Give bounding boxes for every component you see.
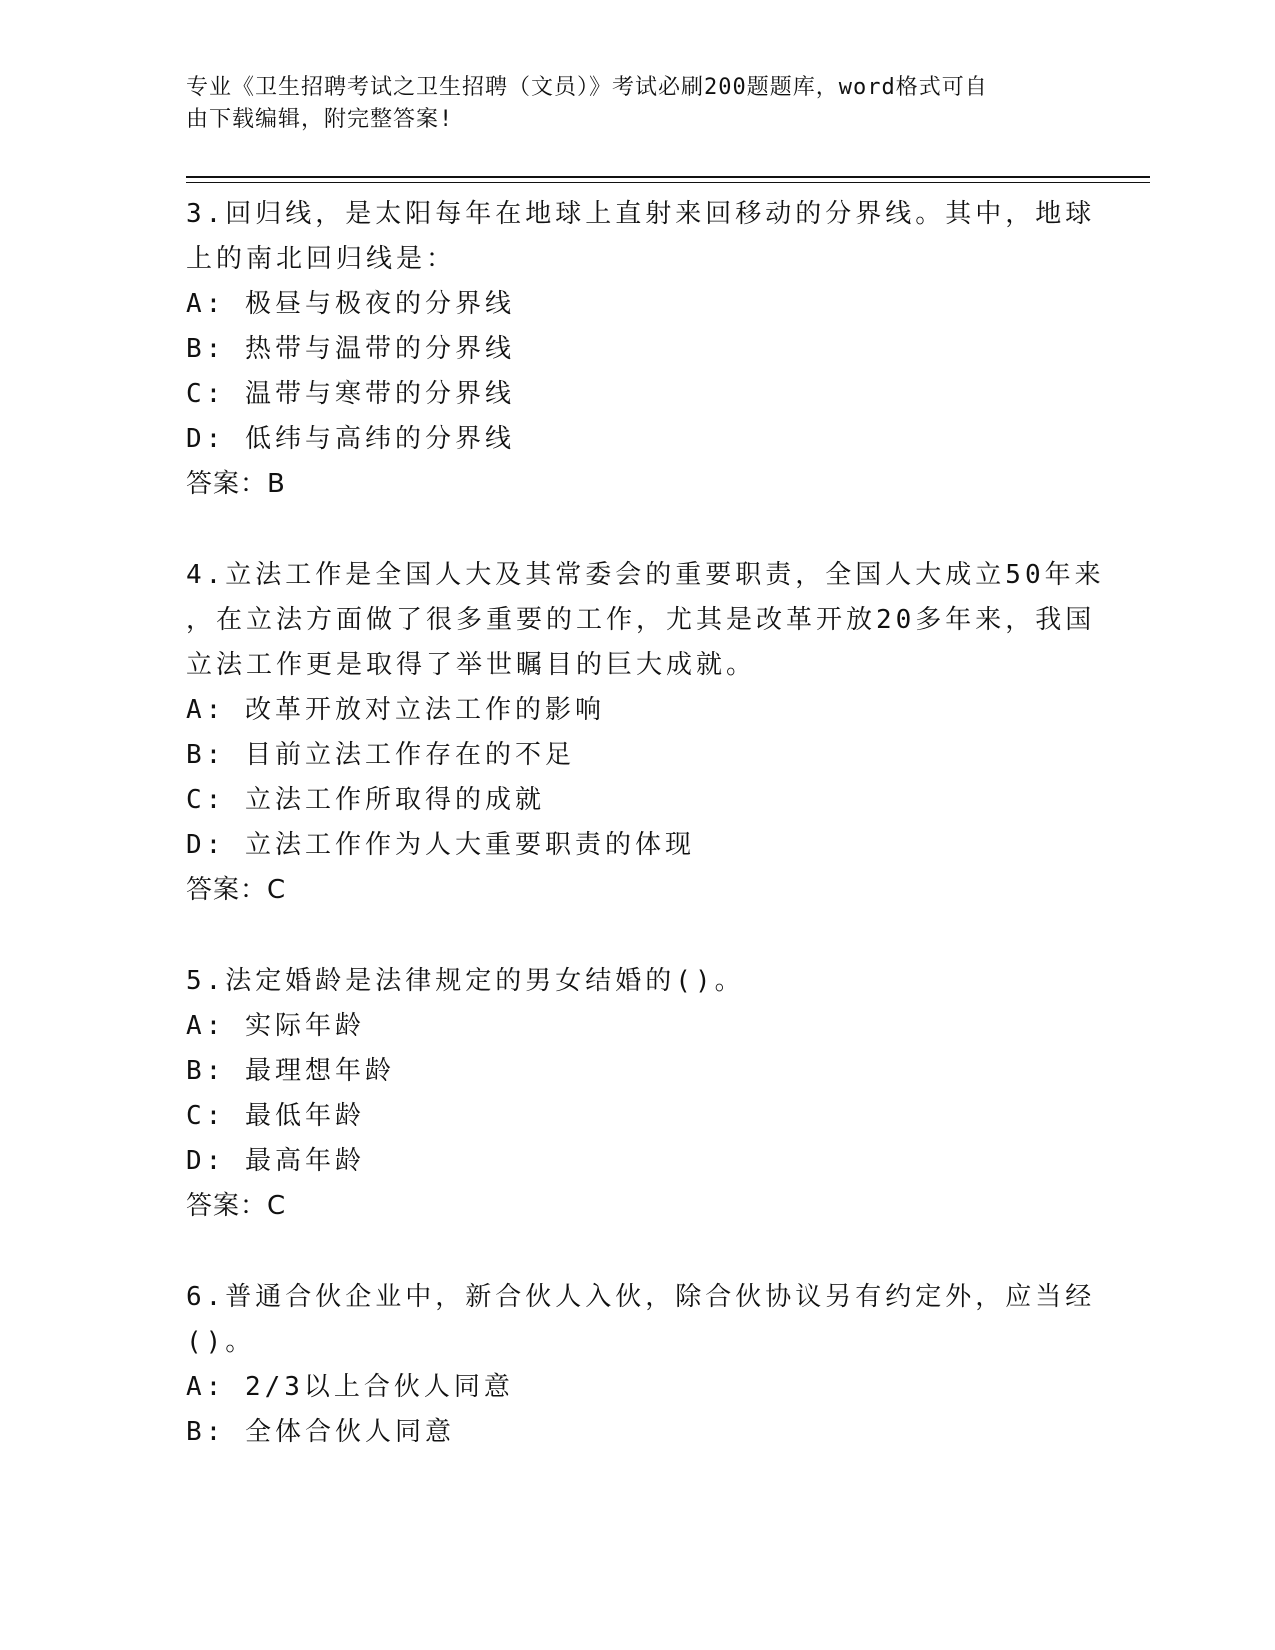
option-a: A: 改革开放对立法工作的影响: [186, 695, 605, 725]
option-c: C: 立法工作所取得的成就: [186, 785, 545, 815]
spacer: [186, 1229, 1086, 1275]
option-c: C: 温带与寒带的分界线: [186, 379, 515, 409]
question-stem-line: 3.回归线，是太阳每年在地球上直射来回移动的分界线。其中，地球: [186, 199, 1096, 229]
question-stem-line: ，在立法方面做了很多重要的工作，尤其是改革开放20多年来，我国: [186, 605, 1096, 635]
option-a: A: 2/3以上合伙人同意: [186, 1372, 514, 1402]
option-d: D: 最高年龄: [186, 1146, 365, 1176]
document-header: [186, 72, 1086, 136]
question-stem-line: ()。: [186, 1327, 256, 1357]
question-stem-line: 立法工作更是取得了举世瞩目的巨大成就。: [186, 650, 757, 680]
question-stem-line: 上的南北回归线是：: [186, 244, 457, 274]
option-b: B: 热带与温带的分界线: [186, 334, 515, 364]
option-b: B: 最理想年龄: [186, 1056, 395, 1086]
question-stem-line: 6.普通合伙企业中，新合伙人入伙，除合伙协议另有约定外，应当经: [186, 1282, 1096, 1312]
option-b: B: 目前立法工作存在的不足: [186, 740, 575, 770]
option-a: A: 极昼与极夜的分界线: [186, 289, 515, 319]
header-line-2: 由下载编辑，附完整答案!: [186, 107, 454, 132]
answer-line: 答案：C: [186, 875, 287, 905]
option-b: B: 全体合伙人同意: [186, 1417, 455, 1447]
option-d: D: 立法工作作为人大重要职责的体现: [186, 830, 695, 860]
question-block: [186, 959, 1086, 1229]
option-d: D: 低纬与高纬的分界线: [186, 424, 515, 454]
question-block: [186, 1275, 1096, 1455]
option-c: C: 最低年龄: [186, 1101, 365, 1131]
answer-line: 答案：C: [186, 1191, 287, 1221]
question-list: [186, 192, 1105, 1455]
question-block: [186, 192, 1096, 507]
spacer: [186, 507, 1086, 553]
header-line-1: 专业《卫生招聘考试之卫生招聘（文员）》考试必刷200题题库，word格式可自: [186, 75, 988, 100]
question-block: [186, 553, 1105, 913]
header-rule-thick: [186, 176, 1150, 178]
question-stem-line: 4.立法工作是全国人大及其常委会的重要职责，全国人大成立50年来: [186, 560, 1105, 590]
option-a: A: 实际年龄: [186, 1011, 365, 1041]
header-rule-thin: [186, 182, 1150, 183]
spacer: [186, 913, 1086, 959]
answer-line: 答案：B: [186, 469, 286, 499]
question-stem-line: 5.法定婚龄是法律规定的男女结婚的()。: [186, 966, 745, 996]
